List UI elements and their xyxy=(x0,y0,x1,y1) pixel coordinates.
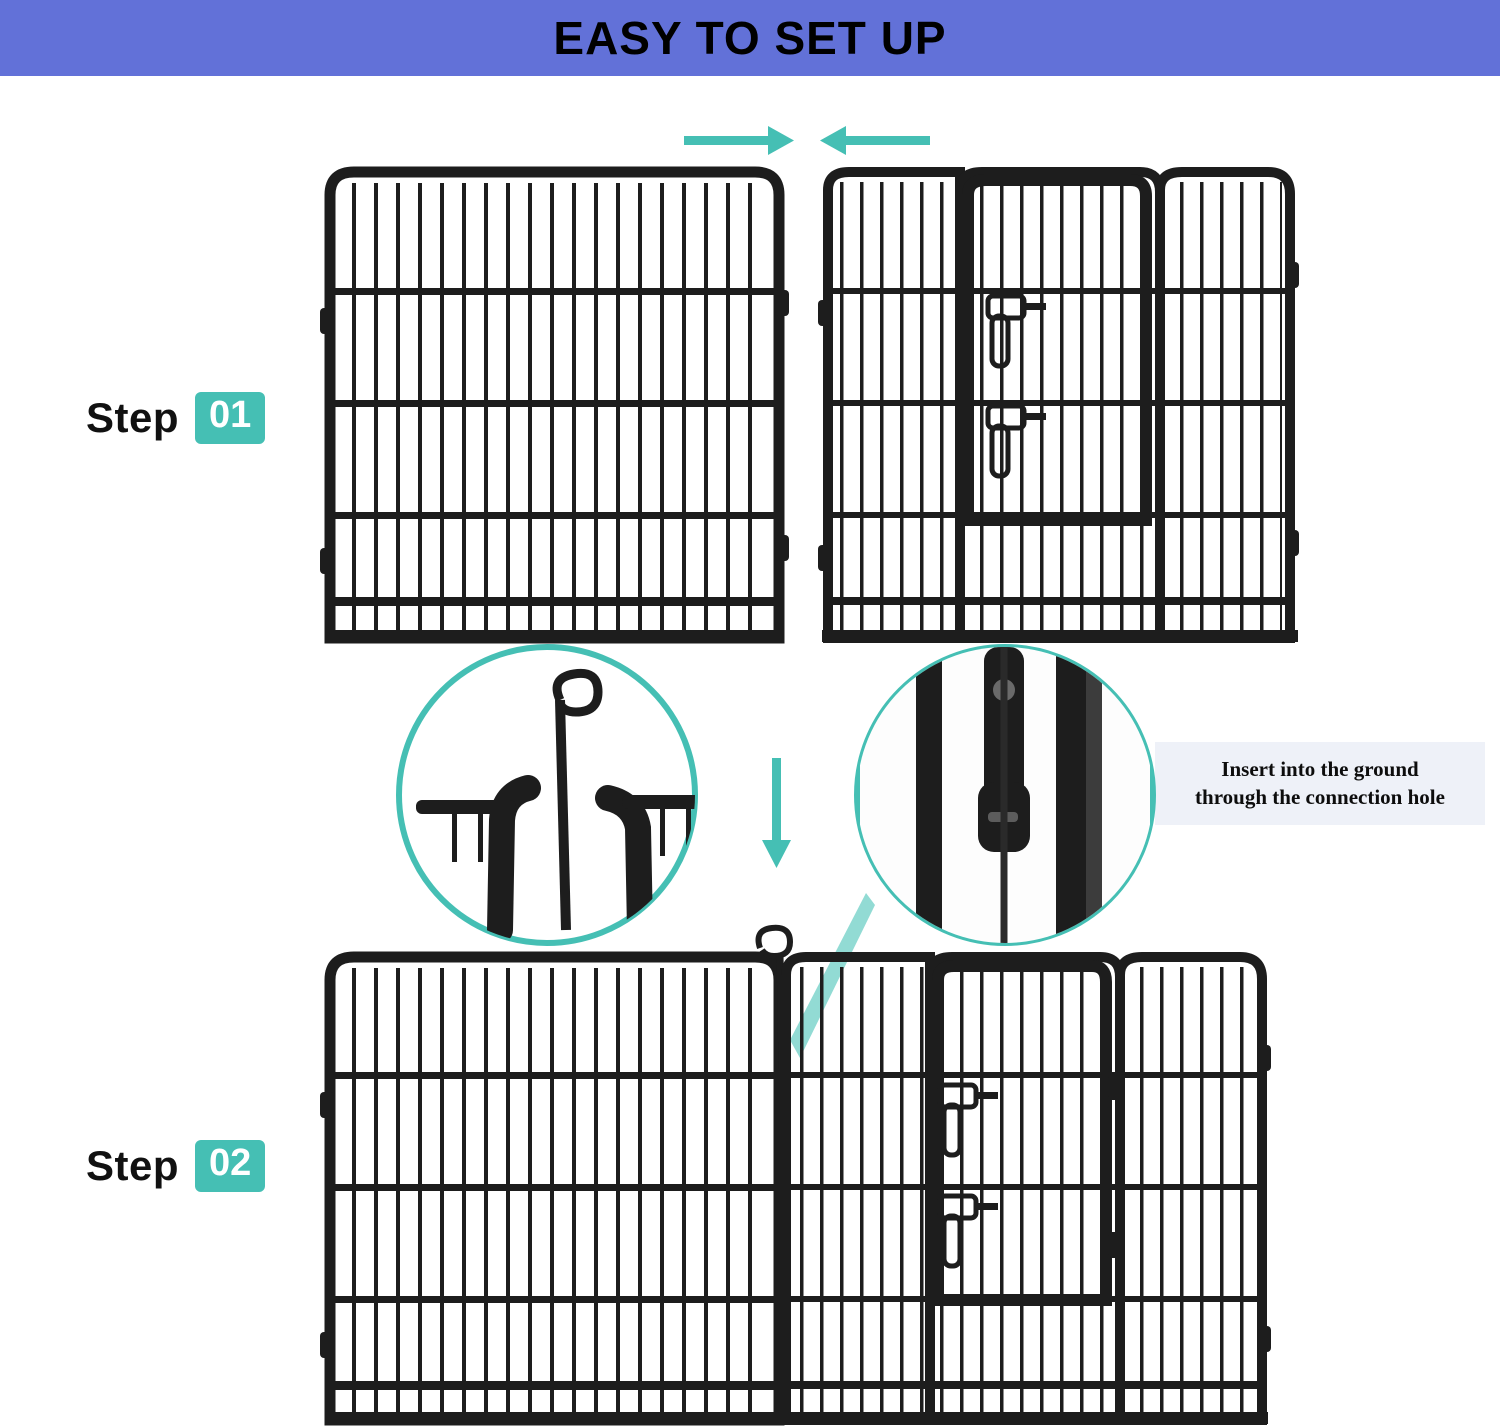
step-label-02 xyxy=(86,1140,265,1192)
step-number-badge: 01 xyxy=(195,392,265,444)
step-word: Step xyxy=(86,393,180,441)
step2-left-panel xyxy=(320,957,784,1424)
step1-left-panel xyxy=(320,172,789,642)
arrow-down-icon xyxy=(762,758,791,868)
callout-line-1: Insert into the ground xyxy=(1221,757,1419,781)
header-banner xyxy=(0,0,1500,76)
connection-hole-detail-circle xyxy=(857,647,1153,947)
gate-latch-upper xyxy=(988,296,1046,366)
gate-latch-lower xyxy=(988,406,1046,476)
arrow-left-icon xyxy=(820,126,930,155)
step2-right-panel-group xyxy=(782,957,1271,1424)
step1-right-panel-group xyxy=(818,172,1299,642)
step-number-badge: 02 xyxy=(195,1140,265,1192)
page-title: EASY TO SET UP xyxy=(553,12,947,64)
gate-latch-lower-2 xyxy=(940,1196,998,1266)
callout-pointer xyxy=(790,893,875,1058)
callout-line-2: through the connection hole xyxy=(1195,784,1445,809)
inserted-stake xyxy=(759,928,791,1070)
step-word: Step xyxy=(86,1141,180,1189)
arrow-right-icon xyxy=(684,126,794,155)
step-label-01 xyxy=(86,392,265,444)
gate-latch-upper-2 xyxy=(940,1085,998,1155)
stake-detail-circle xyxy=(399,647,718,943)
callout-note xyxy=(1155,742,1485,825)
